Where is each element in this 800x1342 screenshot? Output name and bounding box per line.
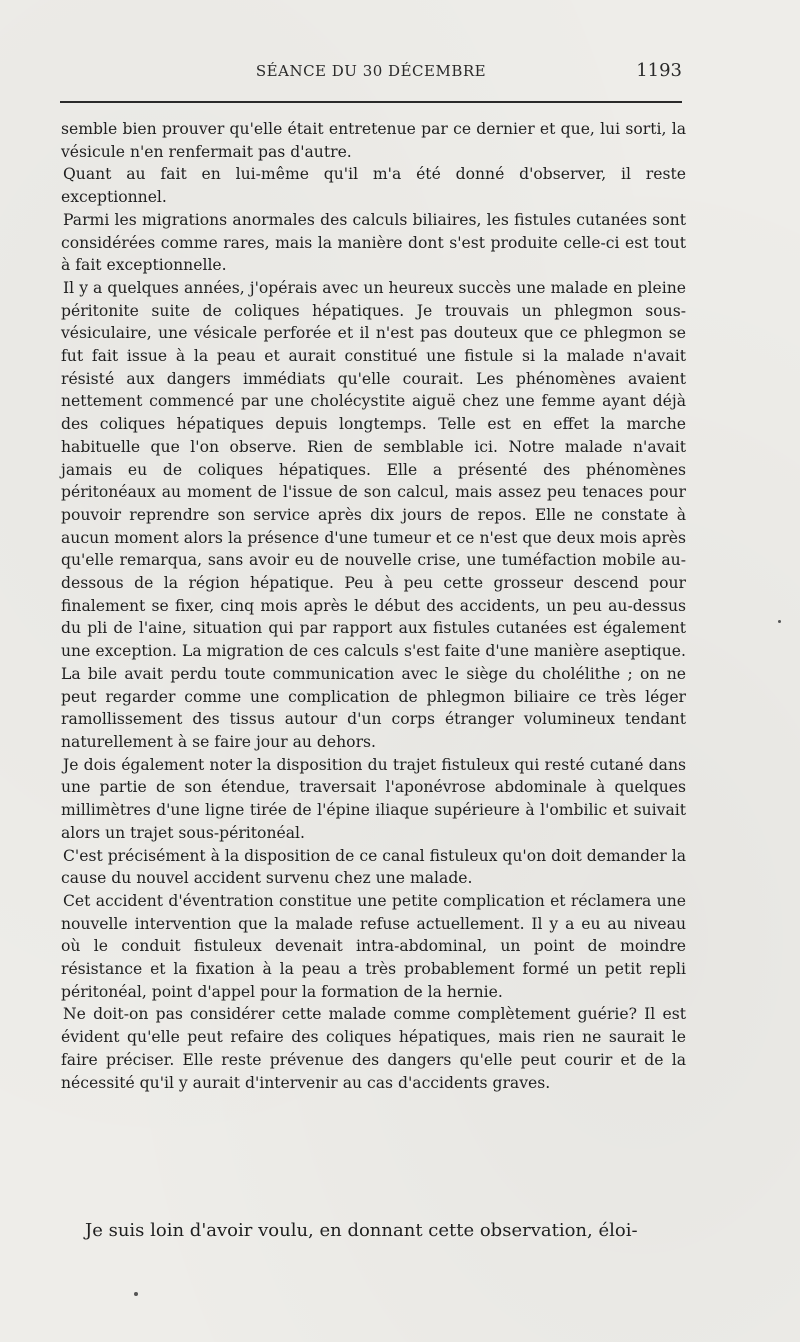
paragraph-6: C'est précisément à la disposition de ce canal fistuleux qu'on doit demander la cause du nouvel accident survenu chez une malade.: [61, 846, 686, 888]
ink-speck: [778, 620, 781, 623]
paragraph-1: semble bien prouver qu'elle était entretenue par ce dernier et que, lui sorti, la vésicule n'en renfermait pas d'autre.: [61, 120, 686, 161]
paragraph-5: Je dois également noter la disposition du trajet fistuleux qui resté cutané dans une partie de son étendue, traversait l'aponévrose abdominale à quelques millimètres d'une ligne tirée de l'épine iliaque supérieure à l'ombilic et suivait alors un trajet sous-péritonéal.: [61, 755, 686, 842]
paragraph-4: Il y a quelques années, j'opérais avec un heureux succès une malade en pleine péritonite suite de coliques hépatiques. Je trouvais un phlegmon sous-vésiculaire, une vésicale perforée et il n'est pas douteux que ce phlegmon se fut fait issue à la peau et aurait constitué une fistule si la malade n'avait résisté aux dangers immédiats qu'elle courait. Les phénomènes avaient nettement commencé par une cholécystite aiguë chez une femme ayant déjà des coliques hépatiques depuis longtemps. Telle est en effet la marche habituelle que l'on observe. Rien de semblable ici. Notre malade n'avait jamais eu de coliques hépatiques. Elle a présenté des phénomènes péritonéaux au moment de l'issue de son calcul, mais assez peu tenaces pour pouvoir reprendre son service après dix jours de repos. Elle ne constate à aucun moment alors la présence d'une tumeur et ce n'est que deux mois après qu'elle remarqua, sans avoir eu de nouvelle crise, une tuméfaction mobile au-dessous de la région hépatique. Peu à peu cette grosseur descend pour finalement se fixer, cinq mois après le début des accidents, un peu au-dessus du pli de l'aine, situation qui par rapport aux fistules cutanées est également une exception. La migration de ces calculs s'est faite d'une manière aseptique. La bile avait perdu toute communication avec le siège du cholélithe ; on ne peut regarder comme une complication de phlegmon biliaire ce très léger ramollissement des tissus autour d'un corps étranger volumineux tendant naturellement à se faire jour au dehors.: [61, 278, 686, 751]
header-rule: [60, 101, 682, 103]
ink-speck: [134, 1292, 138, 1296]
paragraph-2: Quant au fait en lui-même qu'il m'a été donné d'observer, il reste exceptionnel.: [61, 165, 686, 207]
running-head-title: SÉANCE DU 30 DÉCEMBRE: [255, 62, 487, 80]
paragraph-8: Ne doit-on pas considérer cette malade comme complètement guérie? Il est évident qu'elle peut refaire des coliques hépatiques, mais rien ne saurait le faire préciser. Elle reste prévenue des dangers qu'elle peut courir et de la nécessité qu'il y aurait d'intervenir au cas d'accidents graves.: [61, 1005, 686, 1092]
paragraph-3: Parmi les migrations anormales des calculs biliaires, les fistules cutanées sont considérées comme rares, mais la manière dont s'est produite celle-ci est tout à fait exceptionnelle.: [61, 210, 686, 275]
page-number: 1193: [636, 60, 682, 81]
running-head: [60, 60, 682, 90]
paragraph-7: Cet accident d'éventration constitue une petite complication et réclamera une nouvelle intervention que la malade refuse actuellement. Il y a eu au niveau où le conduit fistuleux devenait intra-abdominal, un point de moindre résistance et la fixation à la peau a très probablement formé un petit repli péritonéal, point d'appel pour la formation de la hernie.: [61, 891, 686, 1001]
closing-line: Je suis loin d'avoir voulu, en donnant cette observation, éloi-: [85, 1220, 638, 1241]
body-text: [61, 118, 686, 1094]
